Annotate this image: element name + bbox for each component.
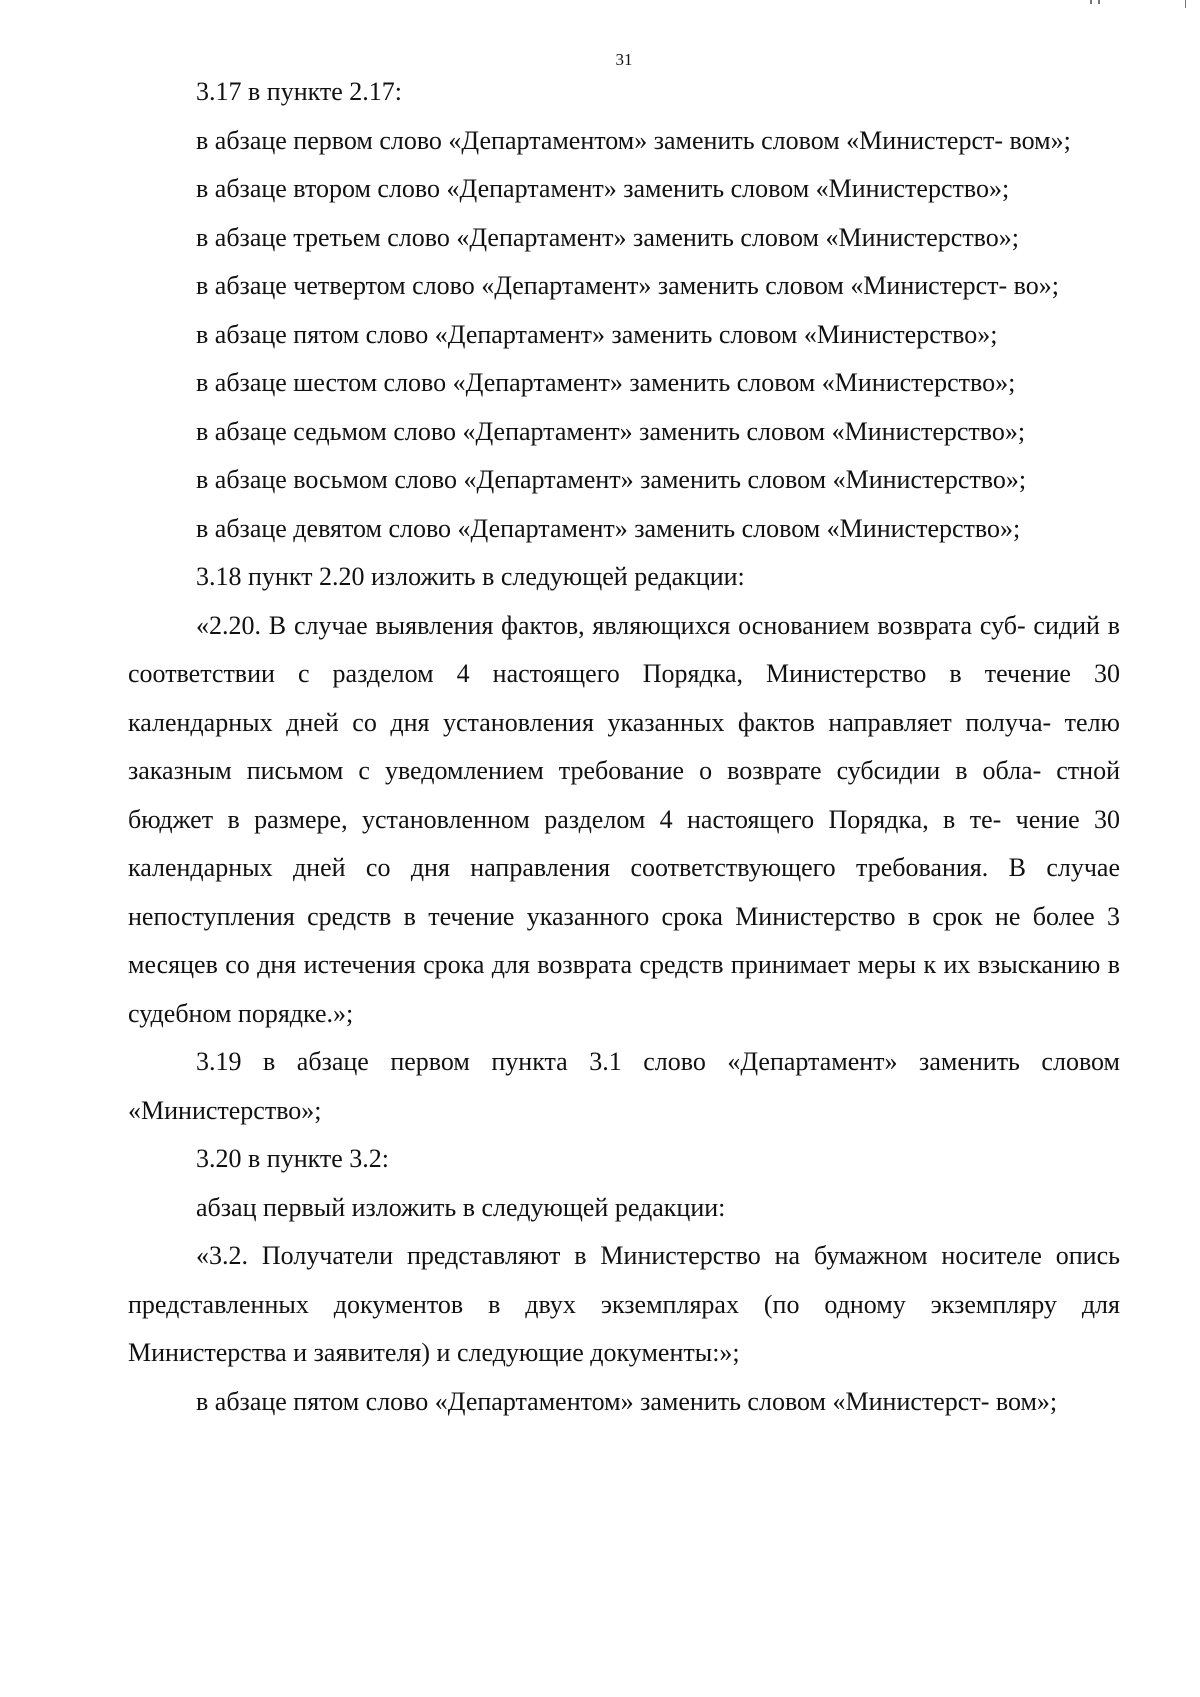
paragraph: в абзаце восьмом слово «Департамент» заменить словом «Министерство»; — [196, 465, 1027, 494]
scan-edge-mark — [1185, 0, 1186, 8]
paragraph-3-18: 3.18 пункт 2.20 изложить в следующей редакции: — [196, 562, 745, 591]
paragraph: в абзаце пятом слово «Департамент» заменить словом «Министерство»; — [196, 319, 998, 349]
paragraph: в абзаце первом слово «Департаментом» заменить словом «Министерст- вом»; — [196, 125, 1071, 155]
paragraph: в абзаце четвертом слово «Департамент» заменить словом «Министерст- во»; — [196, 271, 1060, 300]
paragraph-3-17: 3.17 в пункте 2.17: — [196, 77, 403, 106]
paragraph-3-2-text: «3.2. Получатели представляют в Министерство на бумажном носителе опись представленных документов в двух экземплярах (по одному экземпляру для Министерства и заявителя) и следующие документы:»; — [128, 1241, 1120, 1367]
scan-edge-mark — [1090, 0, 1092, 4]
paragraph: в абзаце пятом слово «Департаментом» заменить словом «Министерст- вом»; — [196, 1386, 1058, 1416]
paragraph: в абзаце девятом слово «Департамент» заменить словом «Министерство»; — [196, 513, 1021, 543]
paragraph-3-19: 3.19 в абзаце первом пункта 3.1 слово «Департамент» заменить словом «Министерство»; — [128, 1047, 1120, 1125]
scan-edge-mark — [1098, 0, 1100, 4]
page-number: 31 — [615, 50, 633, 69]
document-body — [128, 68, 1120, 1426]
paragraph: в абзаце седьмом слово «Департамент» заменить словом «Министерство»; — [196, 416, 1026, 446]
paragraph-3-20: 3.20 в пункте 3.2: — [196, 1144, 390, 1173]
paragraph: абзац первый изложить в следующей редакции: — [196, 1192, 726, 1222]
paragraph: в абзаце третьем слово «Департамент» заменить словом «Министерство»; — [196, 222, 1019, 252]
paragraph: в абзаце шестом слово «Департамент» заменить словом «Министерство»; — [196, 368, 1016, 397]
paragraph: в абзаце втором слово «Департамент» заменить словом «Министерство»; — [196, 174, 1010, 203]
paragraph-2-20-text: «2.20. В случае выявления фактов, являющихся основанием возврата суб- сидий в соответствии с разделом 4 настоящего Порядка, Министерство в течение 30 календарных дней со дня установления указанных фактов направляет получа- телю заказным письмом с уведомлением требование о возврате субсидии в обла- стной бюджет в размере, установленном разделом 4 настоящего Порядка, в те- чение 30 календарных дней со дня направления соответствующего требования. В случае непоступления средств в течение указанного срока Министерство в срок не более 3 месяцев со дня истечения срока для возврата средств принимает меры к их взысканию в судебном порядке.»; — [128, 610, 1120, 1028]
